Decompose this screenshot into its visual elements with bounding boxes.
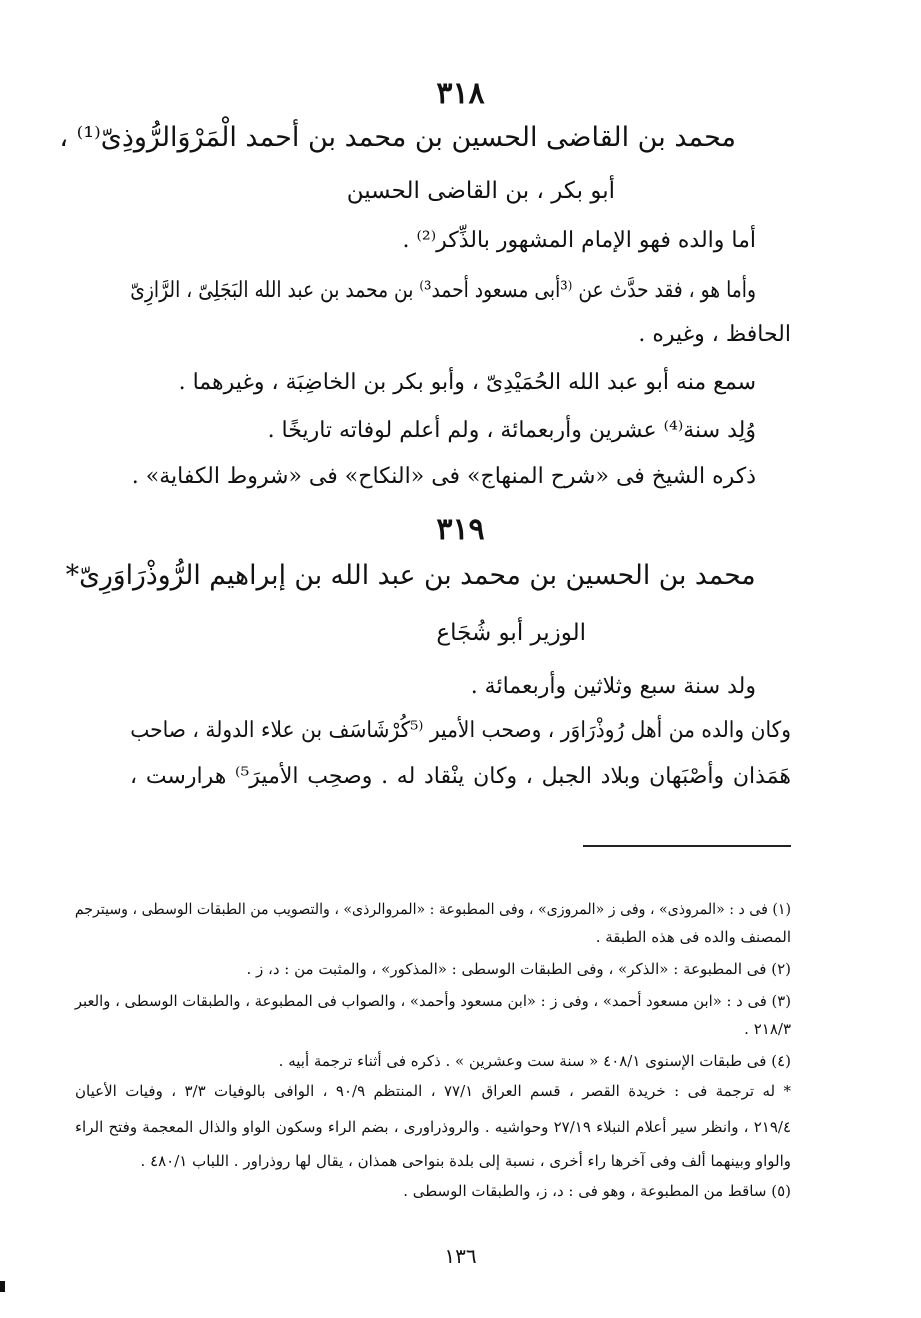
paragraph-line: سمع منه أبو عبد الله الحُمَيْدِىّ ، وأبو بكر بن الخاضِبَة ، وغيرهما . bbox=[178, 370, 756, 395]
paragraph-line: وكان والده من أهل رُوذْرَاوَر ، وصحب الأمير ⁽⁵كُرْشَاسَف بن علاء الدولة ، صاحب bbox=[130, 718, 792, 743]
paragraph-line: هَمَذان وأصْبَهان وبلاد الجبل ، وكان ينْقاد له . وصحِب الأميرَ⁵⁾ هرارست ، bbox=[130, 764, 791, 789]
footnote-line: والواو وبينهما ألف وفى آخرها راء أخرى ، نسبة إلى بلدة بنواحى همذان ، يقال لها روذراور . اللباب ٤٨٠/١ . bbox=[140, 1152, 791, 1170]
footnote-line: المصنف والده فى هذه الطبقة . bbox=[595, 928, 791, 946]
entry-number: ٣١٨ bbox=[436, 76, 485, 111]
footnote-line: * له ترجمة فى : خريدة القصر ، قسم العراق ٧٧/١ ، المنتظم ٩٠/٩ ، الوافى بالوفيات ٣/٣ ، وفيات الأعيان bbox=[75, 1082, 792, 1100]
footnote-line: (٣) فى د : «ابن مسعود أحمد» ، وفى ز : «ابن مسعود وأحمد» ، والصواب فى المطبوعة ، والطبقات الوسطى ، والعبر bbox=[74, 992, 791, 1010]
footnote-separator bbox=[583, 845, 791, 847]
footnote-line: (٥) ساقط من المطبوعة ، وهو فى : د، ز، والطبقات الوسطى . bbox=[403, 1182, 791, 1200]
footnote-line: ٢١٨/٣ . bbox=[744, 1020, 791, 1038]
entry-heading: محمد بن القاضى الحسين بن محمد بن أحمد الْمَرْوَالرُّوذِىّ⁽¹⁾ ، bbox=[59, 122, 736, 153]
paragraph-line: وُلِد سنة⁽⁴⁾ عشرين وأربعمائة ، ولم أعلم لوفاته تاريخًا . bbox=[267, 418, 756, 443]
paragraph-line: الحافظ ، وغيره . bbox=[638, 322, 791, 347]
entry-heading: محمد بن الحسين بن محمد بن عبد الله بن إبراهيم الرُّوذْرَاوَرِىّ* bbox=[66, 560, 756, 591]
paragraph-line: ذكره الشيخ فى «شرح المنهاج» فى «النكاح» فى «شروط الكفاية» . bbox=[131, 464, 756, 489]
paragraph-line: أما والده فهو الإمام المشهور بالذِّكر⁽²⁾ . bbox=[402, 228, 756, 253]
entry-subheading: الوزير أبو شُجَاع bbox=[436, 620, 586, 646]
footnote-line: (٤) فى طبقات الإسنوى ٤٠٨/١ « سنة ست وعشرين » . ذكره فى أثناء ترجمة أبيه . bbox=[278, 1052, 791, 1070]
scan-mark bbox=[0, 1281, 5, 1292]
footnote-line: (١) فى د : «المروذى» ، وفى ز «المروزى» ، وفى المطبوعة : «المروالرذى» ، والتصويب من الطبقات الوسطى ، وسيترجم bbox=[74, 900, 791, 918]
entry-number: ٣١٩ bbox=[436, 512, 485, 547]
footnote-line: ٢١٩/٤ ، وانظر سير أعلام النبلاء ٢٧/١٩ وحواشيه . والروذراورى ، بضم الراء وسكون الواو والذال المعجمة وفتح الراء bbox=[75, 1118, 791, 1136]
entry-subheading: أبو بكر ، بن القاضى الحسين bbox=[346, 178, 615, 204]
paragraph-line: ولد سنة سبع وثلاثين وأربعمائة . bbox=[470, 674, 756, 699]
footnote-line: (٢) فى المطبوعة : «الذكر» ، وفى الطبقات الوسطى : «المذكور» ، والمثبت من : د، ز . bbox=[246, 960, 791, 978]
page-number: ١٣٦ bbox=[444, 1244, 477, 1268]
paragraph-line: وأما هو ، فقد حدَّث عن ⁽³أبى مسعود أحمد³⁾ بن محمد بن عبد الله البَجَلِىّ ، الرَّازِىّ bbox=[130, 278, 756, 303]
